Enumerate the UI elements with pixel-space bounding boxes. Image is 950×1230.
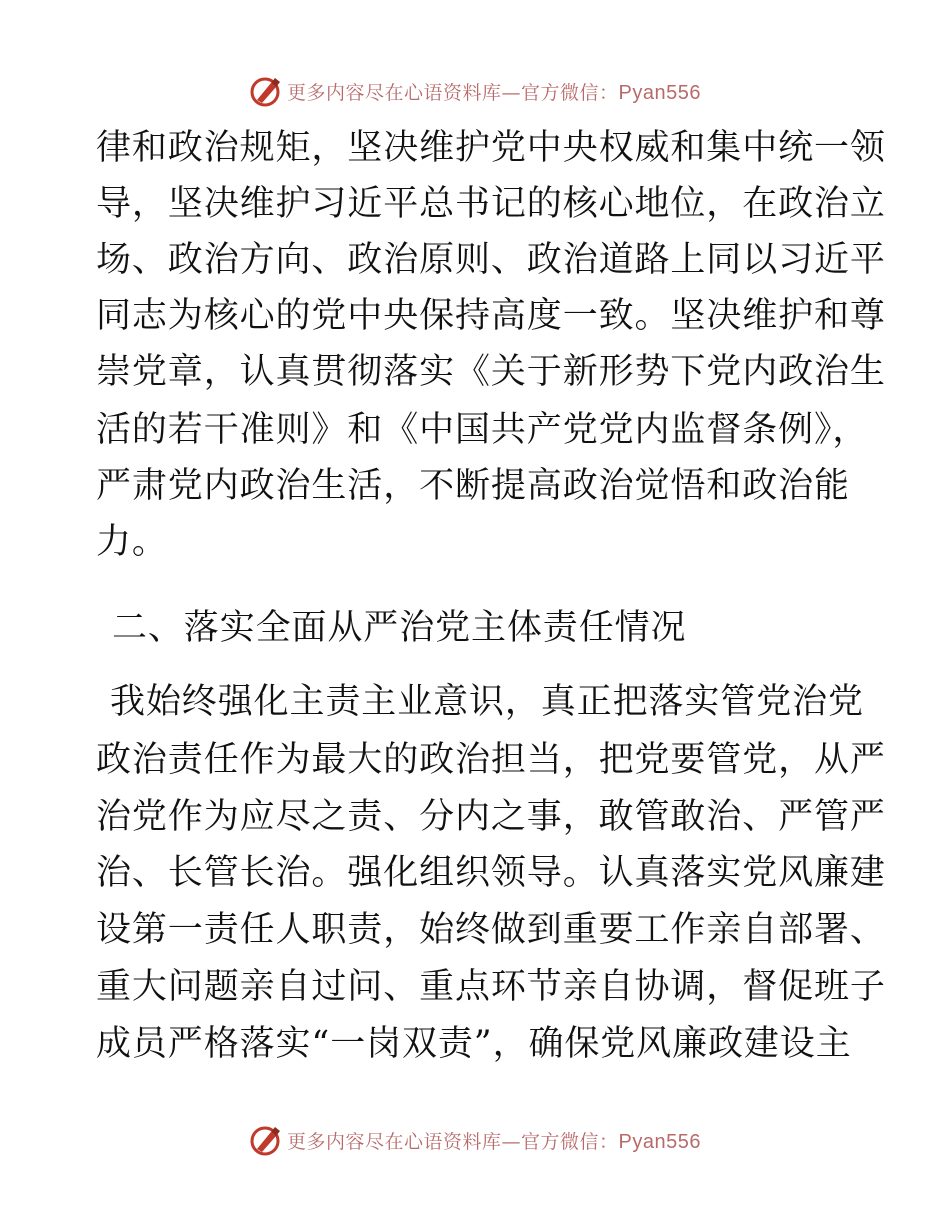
wechat-id: Pyan556 — [618, 1130, 701, 1153]
body-line: 我始终强化主责主业意识，真正把落实管党治党 — [110, 682, 864, 722]
pen-logo-icon — [249, 1123, 283, 1157]
section-heading: 二、落实全面从严治党主体责任情况 — [112, 608, 687, 648]
body-line: 活的若干准则》和《中国共产党党内监督条例》， — [96, 410, 869, 450]
body-line: 严肃党内政治生活，不断提高政治觉悟和政治能 — [96, 466, 850, 506]
body-line: 导，坚决维护习近平总书记的核心地位，在政治立 — [96, 184, 886, 224]
body-line: 成员严格落实“一岗双责”，确保党风廉政建设主 — [96, 1024, 852, 1064]
body-line: 设第一责任人职责，始终做到重要工作亲自部署、 — [96, 910, 886, 950]
watermark-text: 更多内容尽在心语资料库—官方微信：Pyan556 — [287, 1130, 701, 1153]
body-line: 重大问题亲自过问、重点环节亲自协调，督促班子 — [96, 967, 886, 1007]
body-line: 力。 — [96, 522, 168, 562]
body-line: 治、长管长治。强化组织领导。认真落实党风廉建 — [96, 853, 886, 893]
body-line: 律和政治规矩，坚决维护党中央权威和集中统一领 — [96, 128, 886, 168]
body-line: 治党作为应尽之责、分内之事，敢管敢治、严管严 — [96, 797, 886, 837]
watermark-text: 更多内容尽在心语资料库—官方微信：Pyan556 — [287, 81, 701, 104]
footer-watermark — [0, 1120, 950, 1160]
header-watermark — [0, 71, 950, 111]
body-line: 场、政治方向、政治原则、政治道路上同以习近平 — [96, 240, 886, 280]
pen-logo-icon — [249, 74, 283, 108]
wechat-id: Pyan556 — [618, 81, 701, 104]
body-line: 崇党章，认真贯彻落实《关于新形势下党内政治生 — [96, 352, 886, 392]
body-line: 政治责任作为最大的政治担当，把党要管党，从严 — [96, 740, 886, 780]
body-line: 同志为核心的党中央保持高度一致。坚决维护和尊 — [96, 296, 886, 336]
